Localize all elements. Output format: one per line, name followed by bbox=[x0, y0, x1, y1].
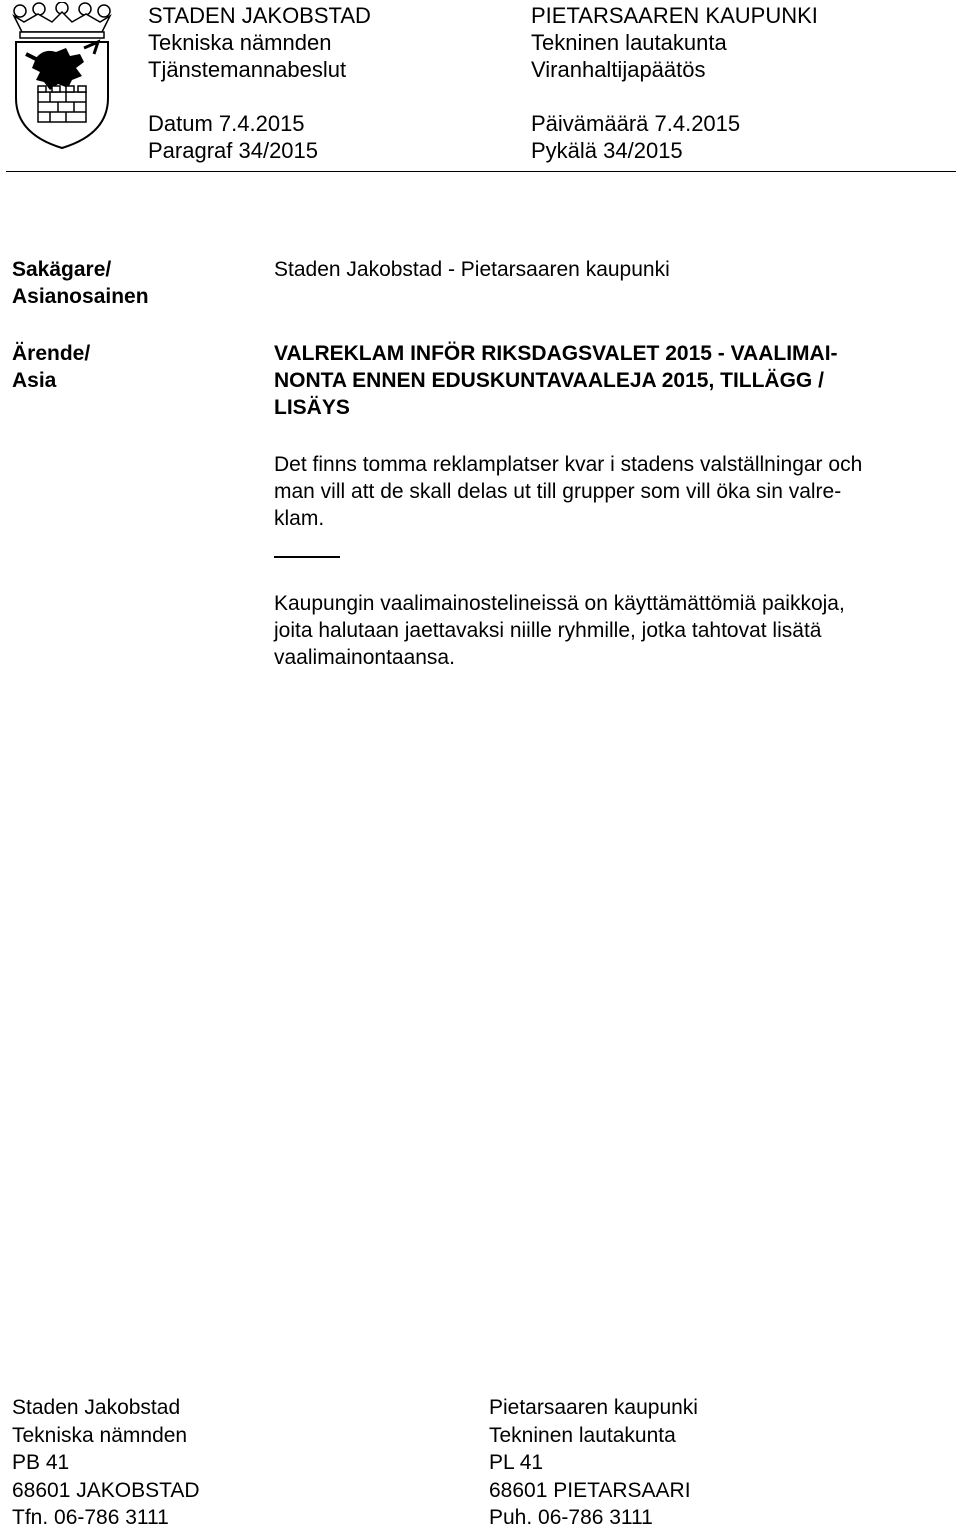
footer-line: 68601 PIETARSAARI bbox=[489, 1478, 691, 1502]
header-board-sv: Tekniska nämnden bbox=[148, 30, 332, 55]
header-paragraph-fi: Pykälä 34/2015 bbox=[531, 138, 683, 163]
header-decision-type-sv: Tjänstemannabeslut bbox=[148, 57, 347, 82]
footer-left bbox=[12, 1394, 200, 1532]
party-label-sv: Sakägare/ bbox=[12, 258, 112, 281]
footer-line: Tfn. 06-786 3111 bbox=[12, 1506, 169, 1529]
footer-line: Pietarsaaren kaupunki bbox=[489, 1396, 698, 1419]
header-right bbox=[531, 2, 818, 164]
header-city-fi: PIETARSAAREN KAUPUNKI bbox=[531, 3, 818, 28]
footer-line: 68601 JAKOBSTAD bbox=[12, 1478, 200, 1502]
footer-line: Tekninen lautakunta bbox=[489, 1423, 676, 1447]
header-left bbox=[148, 2, 371, 164]
party-value: Staden Jakobstad - Pietarsaaren kaupunki bbox=[274, 258, 670, 281]
matter-label-sv: Ärende/ bbox=[12, 342, 91, 365]
footer-right bbox=[489, 1394, 698, 1532]
matter-title-line: NONTA ENNEN EDUSKUNTAVAALEJA 2015, TILLÄGG / bbox=[274, 369, 824, 392]
body-line: Kaupungin vaalimainostelineissä on käyttämättömiä paikkoja, bbox=[274, 592, 845, 615]
header-date-sv: Datum 7.4.2015 bbox=[148, 111, 305, 136]
header-decision-type-fi: Viranhaltijapäätös bbox=[531, 57, 706, 82]
body-line: vaalimainontaansa. bbox=[274, 646, 455, 669]
party-label bbox=[12, 256, 149, 310]
header-date-fi: Päivämäärä 7.4.2015 bbox=[531, 111, 741, 136]
footer-line: Puh. 06-786 3111 bbox=[489, 1506, 653, 1529]
body-finnish bbox=[274, 590, 954, 671]
body-line: Det finns tomma reklamplatser kvar i stadens valställningar och bbox=[274, 453, 863, 476]
footer-line: Tekniska nämnden bbox=[12, 1423, 188, 1447]
matter-title-line: LISÄYS bbox=[274, 396, 350, 419]
body-line: man vill att de skall delas ut till grupper som vill öka sin valre- bbox=[274, 480, 842, 503]
footer-line: PL 41 bbox=[489, 1451, 544, 1474]
coat-of-arms-icon bbox=[6, 2, 118, 152]
header-board-fi: Tekninen lautakunta bbox=[531, 30, 727, 55]
body-line: klam. bbox=[274, 507, 325, 530]
footer-line: Staden Jakobstad bbox=[12, 1396, 181, 1419]
body-line: joita halutaan jaettavaksi niille ryhmille, jotka tahtovat lisätä bbox=[274, 619, 822, 642]
body-swedish bbox=[274, 451, 954, 532]
matter-title-line: VALREKLAM INFÖR RIKSDAGSVALET 2015 - VAALIMAI- bbox=[274, 342, 838, 365]
matter-title bbox=[274, 340, 944, 421]
matter-label-fi: Asia bbox=[12, 369, 57, 392]
footer-line: PB 41 bbox=[12, 1451, 70, 1474]
header-rule bbox=[6, 171, 956, 172]
header-paragraph-sv: Paragraf 34/2015 bbox=[148, 138, 319, 163]
party-label-fi: Asianosainen bbox=[12, 285, 149, 308]
language-separator bbox=[274, 556, 340, 558]
header-city-sv: STADEN JAKOBSTAD bbox=[148, 3, 371, 28]
matter-label bbox=[12, 340, 90, 394]
